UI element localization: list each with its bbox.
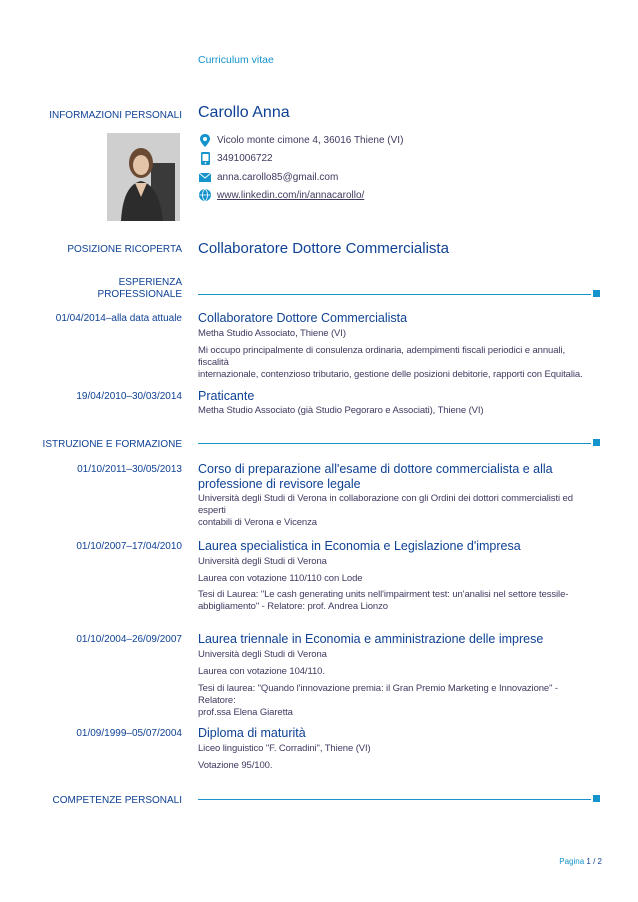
document-title: Curriculum vitae	[198, 54, 274, 66]
section-marker	[593, 290, 600, 297]
entry-description: Università degli Studi di Verona in collaborazione con gli Ordini dei dottori commercialisti ed esperti contabili di Verona e Vicenza	[198, 493, 573, 528]
person-name: Carollo Anna	[198, 104, 290, 121]
entry-thesis: Tesi di Laurea: "Le cash generating units nell'impairment test: un'analisi nel settore tessile- abbigliamento" - Relatore: prof. Andrea Lionzo	[198, 589, 569, 612]
entry-date: 01/10/2004–26/09/2007	[76, 634, 182, 645]
position-title: Collaboratore Dottore Commercialista	[198, 240, 449, 257]
section-divider	[198, 294, 591, 295]
entry-date: 01/04/2014–alla data attuale	[55, 313, 182, 324]
section-divider	[198, 799, 591, 800]
entry-grade: Votazione 95/100.	[198, 760, 273, 771]
section-marker	[593, 795, 600, 802]
entry-title: Laurea specialistica in Economia e Legislazione d'impresa	[198, 539, 521, 553]
entry-grade: Laurea con votazione 104/110.	[198, 666, 325, 677]
entry-date: 19/04/2010–30/03/2014	[76, 391, 182, 402]
phone-text: 3491006722	[217, 152, 273, 164]
entry-title: Corso di preparazione all'esame di dottore commercialista e alla professione di revisore legale	[198, 462, 553, 491]
entry-description: Mi occupo principalmente di consulenza ordinaria, adempimenti fiscali periodici e annuali, fiscalità internazionale, contenzioso tributario, gestione delle posizioni debitorie, rapporti con Equitalia.	[198, 345, 583, 380]
section-label-experience: ESPERIENZA PROFESSIONALE	[97, 277, 182, 300]
entry-thesis: Tesi di laurea: "Quando l'innovazione premia: il Gran Premio Marketing e Innovazione" - Relatore: prof.ssa Elena Giaretta	[198, 683, 558, 718]
section-label-education: ISTRUZIONE E FORMAZIONE	[42, 439, 182, 450]
section-label-skills: COMPETENZE PERSONALI	[52, 795, 182, 806]
envelope-icon	[198, 170, 212, 184]
contact-address	[198, 133, 403, 147]
contact-phone	[198, 151, 273, 165]
entry-date: 01/09/1999–05/07/2004	[76, 728, 182, 739]
email-text: anna.carollo85@gmail.com	[217, 171, 339, 183]
section-label-personal-info: INFORMAZIONI PERSONALI	[49, 110, 182, 121]
page-number: Pagina 1 / 2	[559, 857, 602, 866]
contact-email	[198, 170, 338, 184]
entry-institution: Università degli Studi di Verona	[198, 649, 327, 660]
profile-photo	[107, 133, 180, 221]
address-text: Vicolo monte cimone 4, 36016 Thiene (VI)	[217, 134, 404, 146]
mobile-phone-icon	[198, 151, 212, 165]
entry-title: Praticante	[198, 389, 255, 403]
entry-employer: Metha Studio Associato (già Studio Pegoraro e Associati), Thiene (VI)	[198, 405, 484, 416]
entry-date: 01/10/2011–30/05/2013	[77, 464, 182, 475]
location-pin-icon	[198, 133, 212, 147]
entry-date: 01/10/2007–17/04/2010	[76, 541, 182, 552]
entry-grade: Laurea con votazione 110/110 con Lode	[198, 573, 363, 584]
entry-title: Laurea triennale in Economia e amministrazione delle imprese	[198, 632, 544, 646]
globe-icon	[198, 188, 212, 202]
entry-employer: Metha Studio Associato, Thiene (VI)	[198, 328, 346, 339]
entry-title: Collaboratore Dottore Commercialista	[198, 311, 408, 325]
entry-institution: Liceo linguistico "F. Corradini", Thiene (VI)	[198, 743, 371, 754]
entry-institution: Università degli Studi di Verona	[198, 556, 327, 567]
section-marker	[593, 439, 600, 446]
section-divider	[198, 443, 591, 444]
entry-title: Diploma di maturità	[198, 726, 306, 740]
section-label-position: POSIZIONE RICOPERTA	[67, 244, 182, 255]
website-link[interactable]: www.linkedin.com/in/annacarollo/	[217, 189, 365, 201]
contact-website[interactable]	[198, 188, 364, 202]
